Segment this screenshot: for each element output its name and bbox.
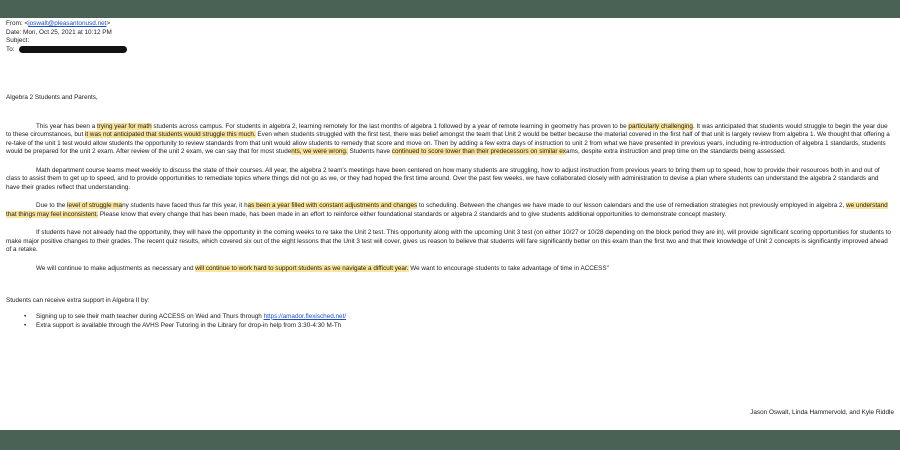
from-address-link[interactable]: joswalt@pleasantonusd.net: [28, 20, 107, 27]
to-line: To:: [6, 46, 127, 55]
subject-line: Subject:: [6, 37, 30, 45]
highlight: nts, we were wrong.: [291, 148, 348, 155]
signature: Jason Oswalt, Linda Hammervold, and Kyle Riddle: [750, 409, 894, 416]
support-title: Students can receive extra support in Algebra II by:: [6, 297, 150, 304]
greeting: Algebra 2 Students and Parents,: [6, 94, 98, 101]
highlight: continued to score lower than their predecessors on similar ex: [391, 148, 566, 155]
flexisched-link[interactable]: https://amador.flexisched.net/: [263, 312, 347, 320]
from-line: From: <joswalt@pleasantonusd.net>: [6, 20, 111, 27]
redacted-recipient: [19, 46, 127, 53]
highlight: we understand that things may feel inconsistent.: [6, 202, 888, 218]
date-line: Date: Mon, Oct 25, 2021 at 10:12 PM: [6, 28, 112, 36]
paragraph-2: Math department course teams meet weekly to discuss the state of their courses. All year, the algebra 2 team's meetings have been centered on how many students are struggling, how to adjust instruction from previous years to bring them up to speed, how to provide their resources both in and out of class to assist them to get up to speed, and to provide opportunities to remediate topics where things did not go as we, or they had hoped the first time around. Over the past few weeks, we have collaborated closely with administration to devise a plan where students can understand the algebra 2 standards and have their grades reflect that understanding.: [6, 166, 880, 191]
email-document: [0, 18, 900, 430]
list-item: • Signing up to see their math teacher during ACCESS on Wed and Thurs through https://amador.flexisched.net/: [24, 313, 892, 322]
paragraph-1: This year has been a trying year for math students across campus. For students in algebra 2, learning remotely for the last months of algebra 1 followed by a year of remote learning in geometry has proven to be particularly challenging. It was anticipated that students would struggle to begin the year due to these circumstances, but it was not anticipated that students would struggle this much. Even when students struggled with the first test, there was belief amongst the team that Unit 2 would be better because the material covered in the first half of that unit is largely review from algebra 1. We thought that offering a re-take of the unit 1 test would allow students the opportunity to review standards from that unit would allow students to remedy that score and move on. Then by adding a few extra days of instruction to unit 2 from what we have presented in previous years, including re-introduction of algebra 1 standards, students would be prepared for the unit 2 exam. After review of the unit 2 exam, we can say that for most students, we were wrong. Students have continued to score lower than their predecessors on similar exams, despite extra instruction and prep time on the standards being assessed.: [6, 122, 890, 155]
paragraph-3: Due to the level of struggle many students have faced thus far this year, it has been a year filled with constant adjustments and changes to scheduling. Between the changes we have made to our lesson calendars and the use of remediation strategies not previously employed in algebra 2, we understand that things may feel inconsistent. Please know that every change that has been made, has been made in an effort to reinforce either foundational standards or algebra 2 standards and to give students additional opportunities to demonstrate concept mastery.: [6, 202, 888, 218]
highlight: trying year for math: [97, 122, 152, 130]
paragraph-4: If students have not already had the opportunity, they will have the opportunity in the coming weeks to re take the Unit 2 test. This opportunity along with the upcoming Unit 3 test (on either 10/27 or 10/28 depending on the block period they are in), will provide significant scoring opportunities for students to make major positive changes to their grades. The recent quiz results, which covered six out of the eight lessons that the Unit 3 test will cover, gives us reason to believe that students will fare significantly better on this exam than the first two and that their knowledge of Unit 2 concepts is significantly improved ahead of a retake.: [6, 229, 891, 253]
paragraph-5: We will continue to make adjustments as necessary and will continue to work hard to support students as we navigate a difficult year. We want to encourage students to take advantage of time in ACCESS": [36, 264, 609, 272]
highlight: particularly challenging: [628, 122, 693, 130]
email-header: [6, 20, 127, 55]
list-item: • Extra support is available through the AVHS Peer Tutoring in the Library for drop-in help from 3:30-4:30 M-Th: [24, 322, 892, 331]
highlight: level of struggle ma: [67, 202, 123, 209]
highlight: will continue to work hard to support students as we navigate a difficult year.: [195, 264, 409, 272]
email-body: [6, 94, 892, 332]
support-list: [6, 313, 892, 331]
highlight: as been a year filled with constant adjustments and changes: [247, 202, 418, 209]
highlight: it was not anticipated that students would struggle this much.: [84, 131, 256, 138]
